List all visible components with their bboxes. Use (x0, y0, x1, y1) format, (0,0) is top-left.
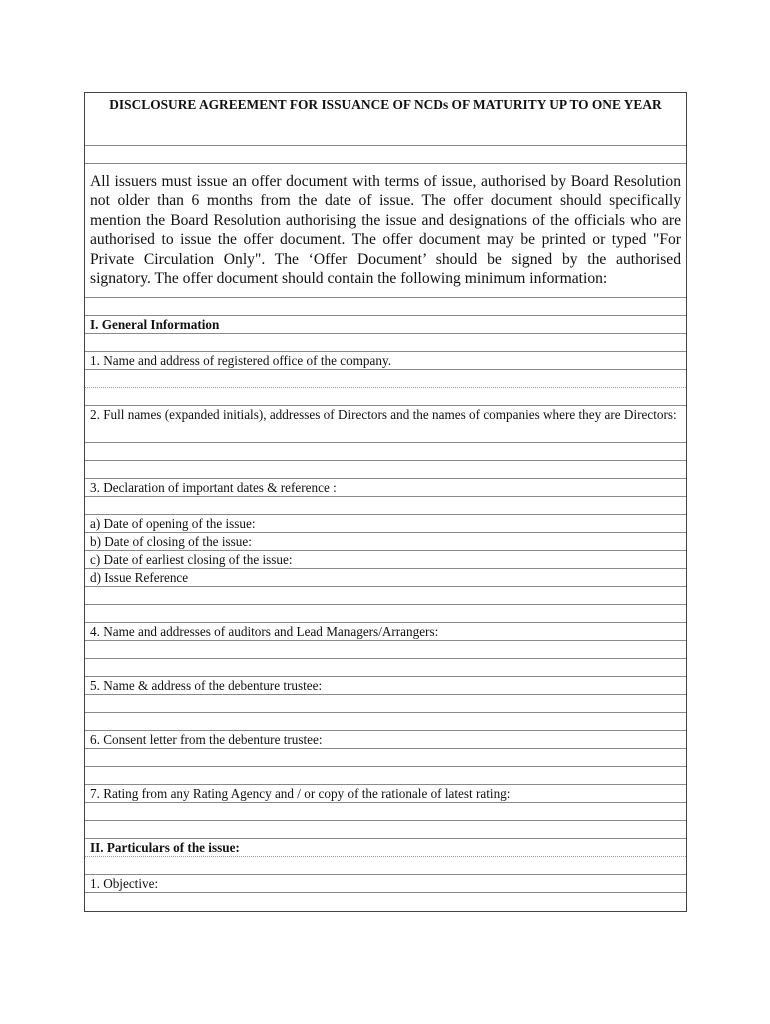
blank-row (85, 388, 686, 406)
date-opening: a) Date of opening of the issue: (85, 515, 686, 533)
date-earliest-closing: c) Date of earliest closing of the issue: (85, 551, 686, 569)
document-title: DISCLOSURE AGREEMENT FOR ISSUANCE OF NCDs OF MATURITY UP TO ONE YEAR (85, 93, 686, 146)
section-heading-particulars: II. Particulars of the issue: (85, 839, 686, 857)
answer-row (85, 803, 686, 821)
blank-row (85, 461, 686, 479)
blank-row (85, 767, 686, 785)
item-objective: 1. Objective: (85, 875, 686, 893)
answer-row (85, 695, 686, 713)
blank-row (85, 497, 686, 515)
item-rating: 7. Rating from any Rating Agency and / or copy of the rationale of latest rating: (85, 785, 686, 803)
item-consent-letter: 6. Consent letter from the debenture trustee: (85, 731, 686, 749)
blank-row (85, 659, 686, 677)
item-debenture-trustee: 5. Name & address of the debenture trustee: (85, 677, 686, 695)
answer-row (85, 370, 686, 388)
answer-row (85, 749, 686, 767)
blank-row (85, 298, 686, 316)
blank-row (85, 857, 686, 875)
item-important-dates: 3. Declaration of important dates & reference : (85, 479, 686, 497)
answer-row (85, 443, 686, 461)
intro-paragraph: All issuers must issue an offer document with terms of issue, authorised by Board Resolution not older than 6 months from the date of issue. The offer document should specifically mention the Board Resolution authorising the issue and designations of the officials who are authorised to issue the offer document. The offer document may be printed or typed "For Private Circulation Only". The ‘Offer Document’ should be signed by the authorised signatory. The offer document should contain the following minimum information: (85, 164, 686, 298)
item-directors: 2. Full names (expanded initials), addresses of Directors and the names of companies where they are Directors: (85, 406, 686, 443)
item-registered-office: 1. Name and address of registered office of the company. (85, 352, 686, 370)
answer-row (85, 641, 686, 659)
item-auditors: 4. Name and addresses of auditors and Lead Managers/Arrangers: (85, 623, 686, 641)
blank-row (85, 821, 686, 839)
answer-row (85, 587, 686, 605)
section-heading-general-information: I. General Information (85, 316, 686, 334)
blank-row (85, 713, 686, 731)
blank-row (85, 146, 686, 164)
issue-reference: d) Issue Reference (85, 569, 686, 587)
blank-row (85, 334, 686, 352)
disclosure-form-table (84, 92, 687, 912)
answer-row (85, 893, 686, 911)
blank-row (85, 605, 686, 623)
date-closing: b) Date of closing of the issue: (85, 533, 686, 551)
